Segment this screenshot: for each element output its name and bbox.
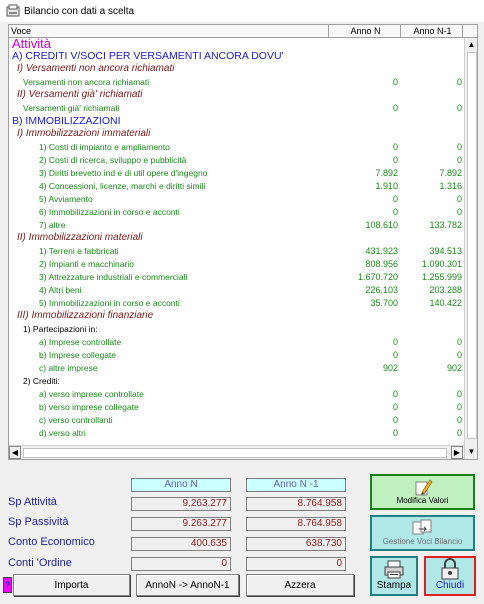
row-label: A) CREDITI V/SOCI PER VERSAMENTI ANCORA DOVU' [12,50,284,62]
copy-year-label: AnnoN -> AnnoN-1 [145,579,230,591]
grid-row[interactable] [9,414,464,426]
row-value-anno-n: 0 [392,415,398,425]
row-value-anno-n-1: 0 [456,142,462,152]
row-value-anno-n-1: 0 [456,337,462,347]
grid-row[interactable] [9,102,464,114]
row-value-anno-n: 1.670.720 [357,272,398,282]
row-label: I) Immobilizzazioni immateriali [17,128,151,139]
pencil-icon [413,478,433,496]
grid-row[interactable] [9,349,464,361]
title-bar [0,0,484,22]
grid-row[interactable] [9,167,464,179]
gestione-voci-button[interactable] [370,515,475,551]
row-label: Versamenti non ancora richiamati [23,77,150,87]
summary-label-conto-economico: Conto Economico [8,536,95,548]
grid-row[interactable] [9,362,464,374]
summary-conto-economico-n: 400.635 [131,537,231,551]
row-value-anno-n: 0 [392,389,398,399]
help-label: ? [4,580,11,590]
summary-label-conti-ordine: Conti 'Ordine [8,557,72,569]
row-value-anno-n: 0 [392,103,398,113]
grid-row[interactable] [9,63,464,75]
lock-icon [440,558,460,580]
row-value-anno-n-1: 0 [456,77,462,87]
row-value-anno-n-1: 1.316 [439,181,462,191]
summary-label-passivita: Sp Passività [8,516,69,528]
row-label: 3) Diritti brevetto ind e di util opere d'ingegno [39,168,208,178]
grid-row[interactable] [9,258,464,270]
row-value-anno-n: 7.892 [375,168,398,178]
grid-row[interactable] [9,128,464,140]
row-value-anno-n-1: 0 [456,402,462,412]
grid-row[interactable] [9,427,464,439]
row-value-anno-n: 0 [392,155,398,165]
row-value-anno-n-1: 133.782 [429,220,462,230]
row-label: Attività [12,38,52,51]
vertical-scrollbar[interactable] [464,38,477,459]
grid-row[interactable] [9,336,464,348]
row-value-anno-n-1: 0 [456,207,462,217]
row-label: III) Immobilizzazioni finanziarie [17,310,154,321]
row-label: 7) altre [39,220,66,230]
row-label: 4) Altri beni [39,285,82,295]
column-header-voce[interactable]: Voce [9,25,329,37]
azzera-label: Azzera [284,579,316,591]
row-value-anno-n-1: 0 [456,389,462,399]
importa-button[interactable] [13,574,130,596]
summary-conto-economico-p: 638.730 [246,537,346,551]
stampa-label: Stampa [376,580,412,591]
printer-icon [383,560,405,580]
row-value-anno-n: 0 [392,428,398,438]
grid-row[interactable] [9,193,464,205]
grid-row[interactable] [9,141,464,153]
horizontal-scrollbar[interactable] [9,445,464,459]
scroll-thumb[interactable] [467,52,477,439]
window-title: Bilancio con dati a scelta [24,5,135,17]
grid-row[interactable] [9,38,464,50]
row-value-anno-n-1: 0 [456,194,462,204]
grid-row[interactable] [9,115,464,127]
scroll-left-icon[interactable]: ◀ [9,446,21,459]
row-value-anno-n-1: 902 [446,363,462,373]
row-value-anno-n-1: 7.892 [439,168,462,178]
row-label: a) Imprese controllate [39,337,122,347]
summary-conti-ordine-n: 0 [131,557,231,571]
row-label: 1) Costi di impianto e ampliamento [39,142,170,152]
summary-attivita-n: 9.263.277 [131,497,231,511]
row-label: a) verso imprese controllate [39,389,144,399]
summary-header-anno-n-1: Anno N -1 [246,478,346,492]
chiudi-button[interactable] [424,556,476,596]
row-label: c) verso controllanti [39,415,113,425]
help-button[interactable] [3,577,12,593]
row-label: 3) Attrezzature industriali e commerciali [39,272,188,282]
row-value-anno-n-1: 1.255.999 [421,272,462,282]
grid-row[interactable] [9,154,464,166]
row-value-anno-n-1: 0 [456,155,462,165]
row-label: b) Imprese collegate [39,350,117,360]
row-value-anno-n-1: 203.288 [429,285,462,295]
grid-row[interactable] [9,297,464,309]
row-label: 5) Immobilizzazioni in corso e acconti [39,298,180,308]
summary-conti-ordine-p: 0 [246,557,346,571]
scroll-down-icon[interactable]: ▼ [467,446,476,456]
documents-icon [411,519,435,537]
row-value-anno-n: 0 [392,402,398,412]
grid-row[interactable] [9,245,464,257]
row-value-anno-n-1: 0 [456,428,462,438]
row-label: II) Versamenti già' richiamati [17,89,143,100]
row-label: II) Immobilizzazioni materiali [17,232,143,243]
grid-row[interactable] [9,50,464,62]
horizontal-scroll-thumb[interactable] [23,448,447,458]
grid-row[interactable] [9,388,464,400]
row-label: 2) Costi di ricerca, sviluppo e pubblicità [39,155,187,165]
summary-header-anno-n: Anno N [131,478,231,492]
grid-row[interactable] [9,76,464,88]
grid-row[interactable] [9,271,464,283]
grid-row[interactable] [9,401,464,413]
grid-row[interactable] [9,284,464,296]
gestione-voci-label: Gestione Voci Bilancio [382,537,463,546]
row-value-anno-n-1: 140.422 [429,298,462,308]
chiudi-label: Chiudi [435,580,465,591]
balance-grid[interactable] [8,24,478,460]
grid-row[interactable] [9,323,464,335]
summary-attivita-p: 8.764.958 [246,497,346,511]
row-value-anno-n-1: 0 [456,415,462,425]
row-label: 2) Impianti e macchinario [39,259,134,269]
row-label: B) IMMOBILIZZAZIONI [12,115,121,127]
row-value-anno-n: 0 [392,77,398,87]
row-value-anno-n: 902 [382,363,398,373]
column-header-anno-n[interactable]: Anno N [329,25,401,37]
grid-row[interactable] [9,375,464,387]
grid-row[interactable] [9,206,464,218]
grid-header [9,25,477,38]
row-value-anno-n: 108.610 [365,220,398,230]
row-value-anno-n: 0 [392,337,398,347]
row-label: b) verso imprese collegate [39,402,139,412]
row-value-anno-n: 431.923 [365,246,398,256]
row-value-anno-n: 808.956 [365,259,398,269]
row-label: 5) Avviamento [39,194,93,204]
row-value-anno-n-1: 394.513 [429,246,462,256]
grid-rows [9,38,464,445]
scroll-up-icon[interactable]: ▲ [467,39,476,49]
row-label: 2) Crediti: [23,376,60,386]
row-value-anno-n: 226.103 [365,285,398,295]
modifica-valori-label: Modifica Valori [396,496,449,505]
row-label: 4) Concessioni, licenze, marchi e diritti simili [39,181,206,191]
modifica-valori-button[interactable] [370,474,475,510]
importa-label: Importa [54,579,89,591]
row-value-anno-n: 0 [392,142,398,152]
row-label: 6) Immobilizzazioni in corso e acconti [39,207,180,217]
app-icon [6,4,20,18]
row-label: 1) Partecipazioni in: [23,324,98,334]
summary-passivita-n: 9.263.277 [131,517,231,531]
column-header-anno-n-1[interactable]: Anno N-1 [401,25,463,37]
row-value-anno-n-1: 0 [456,103,462,113]
azzera-button[interactable] [246,574,354,596]
row-value-anno-n-1: 0 [456,350,462,360]
row-label: Versamenti già' richiamati [23,103,120,113]
row-value-anno-n: 0 [392,350,398,360]
row-label: d) verso altri [39,428,86,438]
row-value-anno-n: 35.700 [370,298,398,308]
row-label: I) Versamenti non ancora richiamati [17,63,175,74]
grid-row[interactable] [9,219,464,231]
row-label: c) altre imprese [39,363,98,373]
row-label: 1) Terreni e fabbricati [39,246,119,256]
grid-row[interactable] [9,310,464,322]
stampa-button[interactable] [370,556,418,596]
row-value-anno-n: 0 [392,194,398,204]
row-value-anno-n-1: 1.090.301 [421,259,462,269]
summary-label-attivita: Sp Attività [8,496,57,508]
grid-row[interactable] [9,180,464,192]
scroll-right-icon[interactable]: ▶ [451,446,463,459]
copy-year-button[interactable] [136,574,239,596]
row-value-anno-n: 0 [392,207,398,217]
summary-passivita-p: 8.764.958 [246,517,346,531]
row-value-anno-n: 1.910 [375,181,398,191]
grid-row[interactable] [9,89,464,101]
grid-row[interactable] [9,232,464,244]
